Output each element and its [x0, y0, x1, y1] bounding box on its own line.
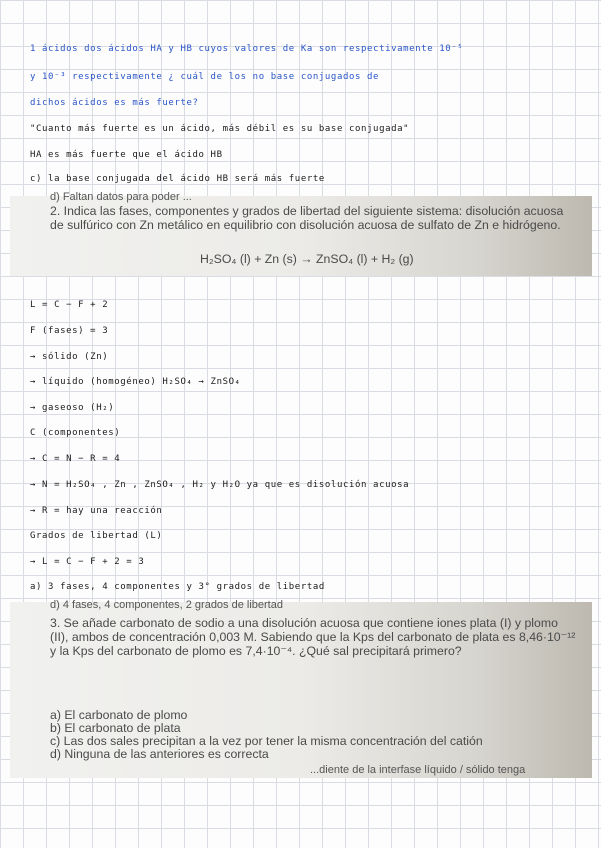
note-line: "Cuanto más fuerte es un ácido, más débil es su base conjugada": [30, 124, 410, 134]
cut-off-text: d) Faltan datos para poder ...: [50, 191, 192, 203]
question-2-equation: H₂SO₄ (l) + Zn (s) → ZnSO₄ (l) + H₂ (g): [200, 252, 414, 266]
question-3-text: 3. Se añade carbonato de sodio a una disolución acuosa que contiene iones plata (I) y plomo (II), ambos de concentración 0,003 M. Sabiendo que la Kps del carbonato de plata es 8,46·10⁻¹² y la Kps del carbonato de plomo es 7,4·10⁻⁴. ¿Qué sal precipitará primero?: [50, 616, 576, 658]
note-line: 1 ácidos dos ácidos HA y HB cuyos valores de Ka son respectivamente 10⁻⁵: [30, 44, 464, 54]
note-line: C (componentes): [30, 428, 121, 438]
question-3-photo: [10, 599, 592, 778]
cut-off-text: d) 4 fases, 4 componentes, 2 grados de libertad: [50, 599, 283, 611]
cut-off-text: ...diente de la interfase líquido / sólido tenga: [310, 764, 526, 776]
question-2-photo: [10, 191, 592, 276]
note-line: HA es más fuerte que el ácido HB: [30, 150, 223, 160]
note-line: → N = H₂SO₄ , Zn , ZnSO₄ , H₂ y H₂O ya que es disolución acuosa: [30, 480, 410, 490]
question-2-text: 2. Indica las fases, componentes y grados de libertad del siguiente sistema: disolución acuosa de sulfúrico con Zn metálico en equilibrio con disolución acuosa de sulfato de Zn e hidrógeno.: [50, 204, 564, 232]
note-line: → R = hay una reacción: [30, 506, 163, 516]
note-line: → C = N − R = 4: [30, 454, 121, 464]
note-line: L = C − F + 2: [30, 300, 109, 310]
note-line: y 10⁻³ respectivamente ¿ cuál de los no base conjugados de: [30, 72, 380, 82]
option-c: c) Las dos sales precipitan a la vez por tener la misma concentración del catión: [50, 734, 483, 748]
note-line: → L = C − F + 2 = 3: [30, 557, 145, 567]
note-line: → sólido (Zn): [30, 352, 109, 362]
note-line: a) 3 fases, 4 componentes y 3° grados de libertad: [30, 582, 325, 592]
note-line: → líquido (homogéneo) H₂SO₄ → ZnSO₄: [30, 377, 241, 387]
note-line: F (fases) = 3: [30, 326, 109, 336]
note-line: → gaseoso (H₂): [30, 403, 115, 413]
option-a: a) El carbonato de plomo: [50, 708, 188, 722]
option-b: b) El carbonato de plata: [50, 721, 181, 735]
note-line: Grados de libertad (L): [30, 531, 163, 541]
option-d: d) Ninguna de las anteriores es correcta: [50, 747, 269, 761]
note-line: c) la base conjugada del ácido HB será más fuerte: [30, 174, 325, 184]
note-line: dichos ácidos es más fuerte?: [30, 98, 199, 108]
